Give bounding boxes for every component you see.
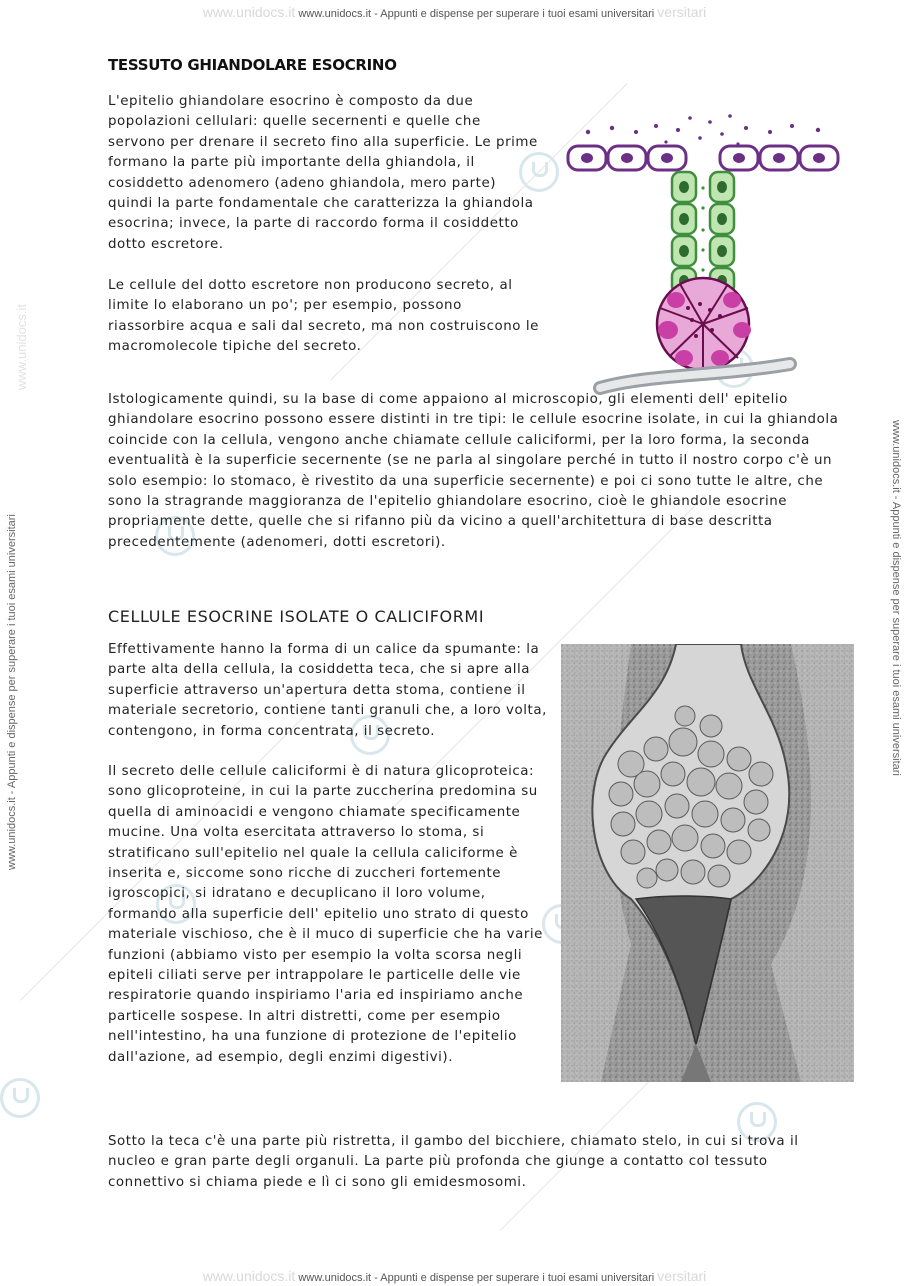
right-side-watermark: www.unidocs.it - Appunti e dispense per superare i tuoi esami universitari (890, 420, 902, 776)
footer-watermark-ghost-right: versitari (657, 1268, 707, 1284)
left-side-ghost-watermark: www.unidocs.it (14, 304, 29, 390)
footer-watermark-text: www.unidocs.it - Appunti e dispense per superare i tuoi esami universitari (298, 1272, 655, 1284)
paragraph-excretory-duct: Le cellule del dotto escretore non producono secreto, al limite lo elaborano un po'; per esempio, possono riassorbire acqua e sali dal secreto, ma non costruiscono le macromolecole tipiche del secreto. (108, 278, 539, 355)
header-watermark-ghost-left: www.unidocs.it (202, 4, 296, 20)
adenomere-acinus (657, 278, 751, 370)
paragraph-histology: Istologicamente quindi, su la base di come appaiono al microscopio, gli elementi dell' epitelio ghiandolare esocrino possono essere distinti in tre tipi: le cellule esocrine isolate, in cui la ghiandola coincide con la cellula, vengono anche chiamate cellule caliciformi, per la loro forma, la seconda eventualità è la superficie secernente (se ne parla al singolare perché in tutto il nostro corpo c'è un solo esempio: lo stomaco, è rivestito da una superficie secernente) e poi ci sono tutte le altre, che sono la stragrande maggioranza de l'epitelio ghiandolare esocrino, cioè le ghiandole esocrine propriamente dette, quelle che si rifanno più da vicino a quell'architettura di base descritta precedentemente (adenomeri, dotti escretori). (108, 392, 839, 550)
unidocs-logo-icon (0, 1078, 40, 1118)
footer-watermark (0, 1268, 909, 1284)
header-watermark (0, 4, 909, 20)
paragraph-goblet-stem-foot: Sotto la teca c'è una parte più ristretta, il gambo del bicchiere, chiamato stelo, in cui si trova il nucleo e gran parte degli organuli. La parte più profonda che giunge a contatto col tessuto connettivo si chiama piede e lì ci sono gli emidesmosomi. (108, 1134, 799, 1190)
section-title-exocrine-tissue: TESSUTO GHIANDOLARE ESOCRINO (108, 56, 397, 74)
goblet-cell-micrograph (561, 644, 854, 1082)
paragraph-adenomere: L'epitelio ghiandolare esocrino è composto da due popolazioni cellulari: quelle secernenti e quelle che servono per drenare il secreto fino alla superficie. Le prime formano la parte più importante della ghiandola, il cosiddetto adenomero (adeno ghiandola, mero parte) quindi la parte fondamentale che caratterizza la ghiandola esocrina; invece, la parte di raccordo forma il cosiddetto dotto escretore. (108, 94, 538, 252)
footer-watermark-ghost-left: www.unidocs.it (202, 1268, 296, 1284)
excretory-duct (672, 172, 734, 294)
surface-epithelium (568, 146, 838, 170)
paragraph-mucin-secretion: Il secreto delle cellule caliciformi è di natura glicoproteica: sono glicoproteine, in cui la parte zuccherina predomina su quella di aminoacidi e vengono chiamate specificamente mucine. Una volta esercitata attraverso lo stoma, si stratificano sull'epitelio nel quale la cellula caliciforme è inserita e, siccome sono ricche di zuccheri fortemente igroscopici, si idratano e decuplicano il loro volume, formando alla superficie dell' epitelio uno strato di questo materiale vischioso, che è il muco di superficie che ha varie funzioni (abbiamo visto per esempio la volta scorsa negli epiteli ciliati serve per intrappolare le particelle delle vie respiratorie quando inspiriamo l'aria ed inspiriamo anche particelle sospese. In altri distretti, come per esempio nell'intestino, ha una funzione di protezione de l'epitelio dall'azione, ad esempio, degli enzimi digestivi). (108, 764, 543, 1065)
secretion-dots (586, 114, 820, 145)
paragraph-goblet-shape: Effettivamente hanno la forma di un calice da spumante: la parte alta della cellula, la cosiddetta teca, che si apre alla superficie attraverso un'apertura detta stoma, contiene il materiale secretorio, contiene tanti granuli che, a loro volta, contengono, in forma concentrata, il secreto. (108, 642, 547, 739)
left-side-watermark: www.unidocs.it - Appunti e dispense per superare i tuoi esami universitari (6, 514, 18, 870)
exocrine-gland-diagram (560, 108, 850, 408)
section-title-goblet-cells: CELLULE ESOCRINE ISOLATE O CALICIFORMI (108, 607, 485, 626)
header-watermark-ghost-right: versitari (657, 4, 707, 20)
header-watermark-text: www.unidocs.it - Appunti e dispense per superare i tuoi esami universitari (298, 8, 655, 20)
